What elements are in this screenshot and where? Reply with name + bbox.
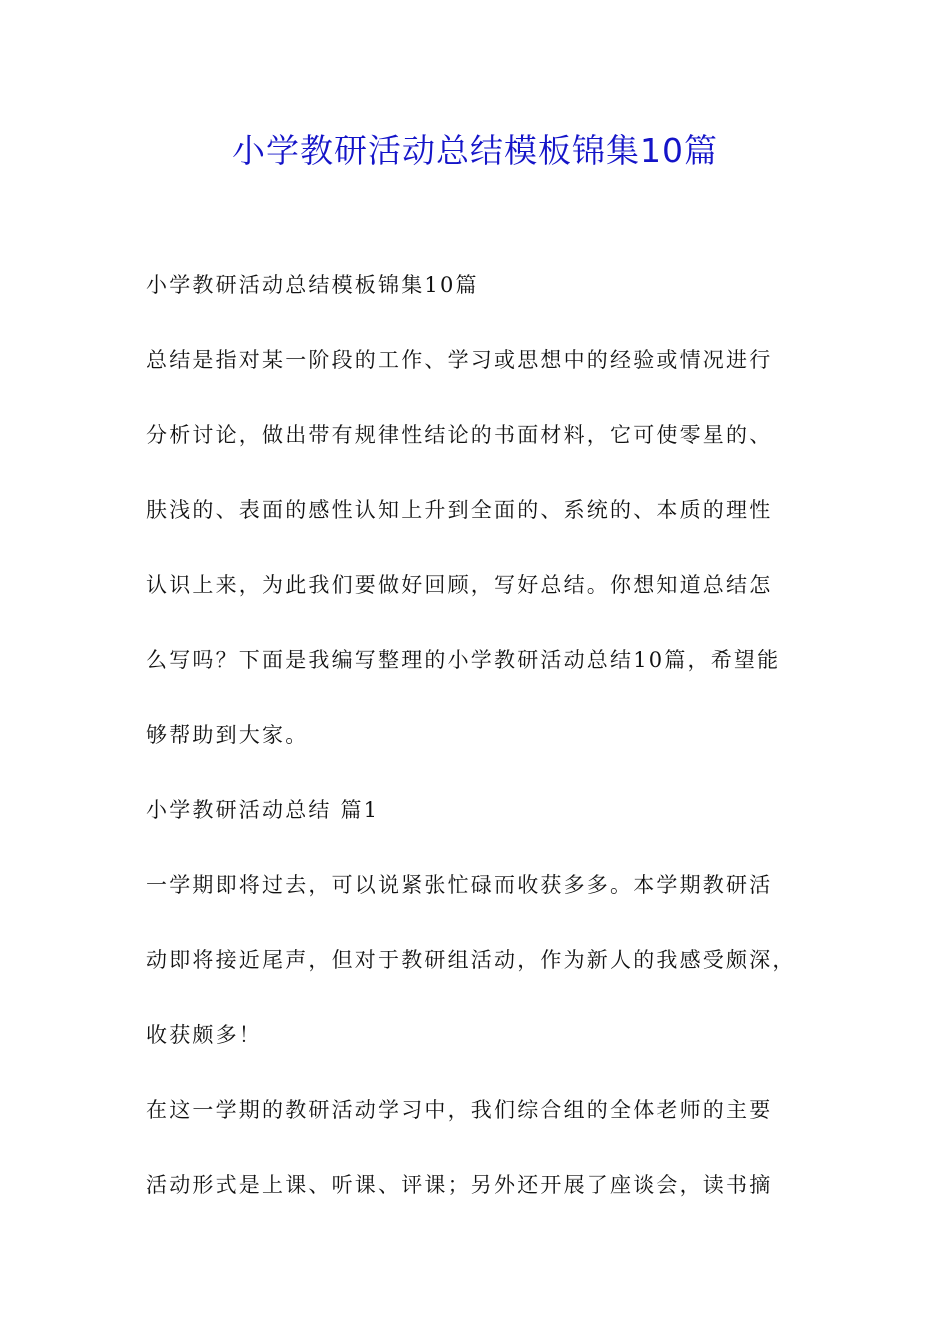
paragraph-line: 收获颇多！ [146,1023,262,1047]
paragraph-line: 在这一学期的教研活动学习中，我们综合组的全体老师的主要 [146,1098,773,1122]
paragraph-line: 分析讨论，做出带有规律性结论的书面材料，它可使零星的、 [146,423,773,447]
document-body [146,262,816,1237]
paragraph-line: 总结是指对某一阶段的工作、学习或思想中的经验或情况进行 [146,348,773,372]
paragraph-line: 一学期即将过去，可以说紧张忙碌而收获多多。本学期教研活 [146,873,773,897]
section-heading: 小学教研活动总结 篇1 [146,798,380,822]
document-title: 小学教研活动总结模板锦集10篇 [232,131,718,170]
paragraph-line: 动即将接近尾声，但对于教研组活动，作为新人的我感受颇深， [146,948,796,972]
subtitle-line: 小学教研活动总结模板锦集10篇 [146,273,479,297]
paragraph-line: 么写吗？下面是我编写整理的小学教研活动总结10篇，希望能 [146,648,781,672]
paragraph-line: 活动形式是上课、听课、评课；另外还开展了座谈会，读书摘 [146,1173,773,1197]
paragraph-line: 够帮助到大家。 [146,723,309,747]
paragraph-line: 认识上来，为此我们要做好回顾，写好总结。你想知道总结怎 [146,573,773,597]
paragraph-line: 肤浅的、表面的感性认知上升到全面的、系统的、本质的理性 [146,498,773,522]
